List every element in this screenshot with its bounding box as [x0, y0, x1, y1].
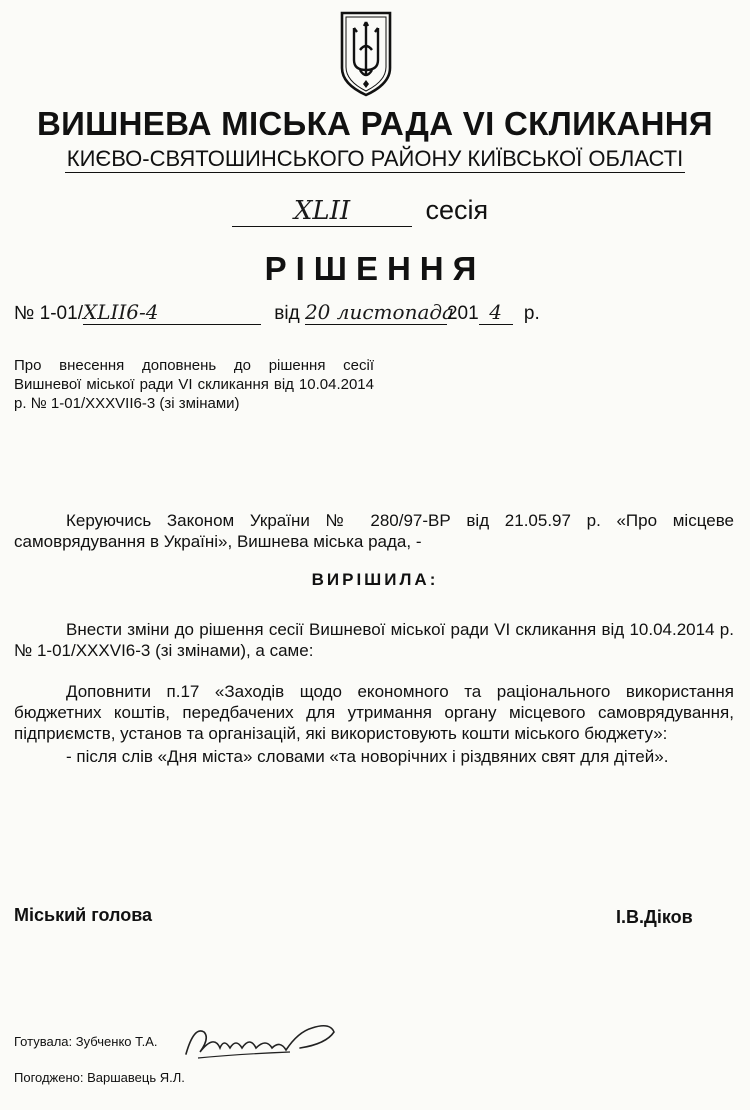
year-digit: 4	[479, 300, 513, 325]
tryzub-icon	[338, 10, 394, 98]
prepared-by: Готувала: Зубченко Т.А.	[14, 1034, 158, 1049]
paragraph-2-item: - після слів «Дня міста» словами «та новорічних і різдвяних свят для дітей».	[66, 747, 669, 766]
council-title: ВИШНЕВА МІСЬКА РАДА VI СКЛИКАННЯ	[37, 105, 713, 142]
session-label: сесія	[425, 195, 489, 225]
district-title: КИЄВО-СВЯТОШИНСЬКОГО РАЙОНУ КИЇВСЬКОЇ ОБЛАСТІ	[66, 146, 684, 171]
year-prefix: 201	[446, 303, 479, 324]
session-number: XLII	[232, 196, 412, 227]
decision-date: 20 листопада	[304, 300, 454, 324]
district-line	[0, 146, 750, 172]
session-line	[232, 195, 488, 227]
decision-subject: Про внесення доповнень до рішення сесії Вишневої міської ради VI скликання від 10.04.2014 р. № 1-01/XXXVII6-3 (зі змінами)	[14, 357, 374, 412]
paragraph-2: Доповнити п.17 «Заходів щодо економного та раціонального використання бюджетних коштів, передбачених для утримання органу місцевого самоврядування, підприємств, установ та організацій, які використовують кошти міського бюджету»:	[14, 682, 734, 743]
document-title: РІШЕННЯ	[264, 250, 486, 287]
preamble: Керуючись Законом України № 280/97-ВР від 21.05.97 р. «Про місцеве самоврядування в Україні», Вишнева міська рада, -	[14, 511, 734, 551]
handwritten-signature	[180, 1018, 340, 1066]
from-label: від	[274, 303, 300, 324]
paragraph-1: Внести зміни до рішення сесії Вишневої міської ради VI скликання від 10.04.2014 р. № 1-01/XXXVI6-3 (зі змінами), а саме:	[14, 620, 734, 660]
decision-number: XLII6-4	[83, 300, 261, 325]
decision-number-prefix: № 1-01/	[14, 303, 83, 324]
year-suffix: р.	[523, 303, 540, 324]
decision-number-line	[14, 300, 540, 325]
resolved-heading: ВИРІШИЛА:	[311, 570, 439, 589]
agreed-by: Погоджено: Варшавець Я.Л.	[14, 1070, 185, 1085]
signatory-position: Міський голова	[14, 905, 153, 925]
signatory-name: І.В.Діков	[616, 907, 693, 927]
